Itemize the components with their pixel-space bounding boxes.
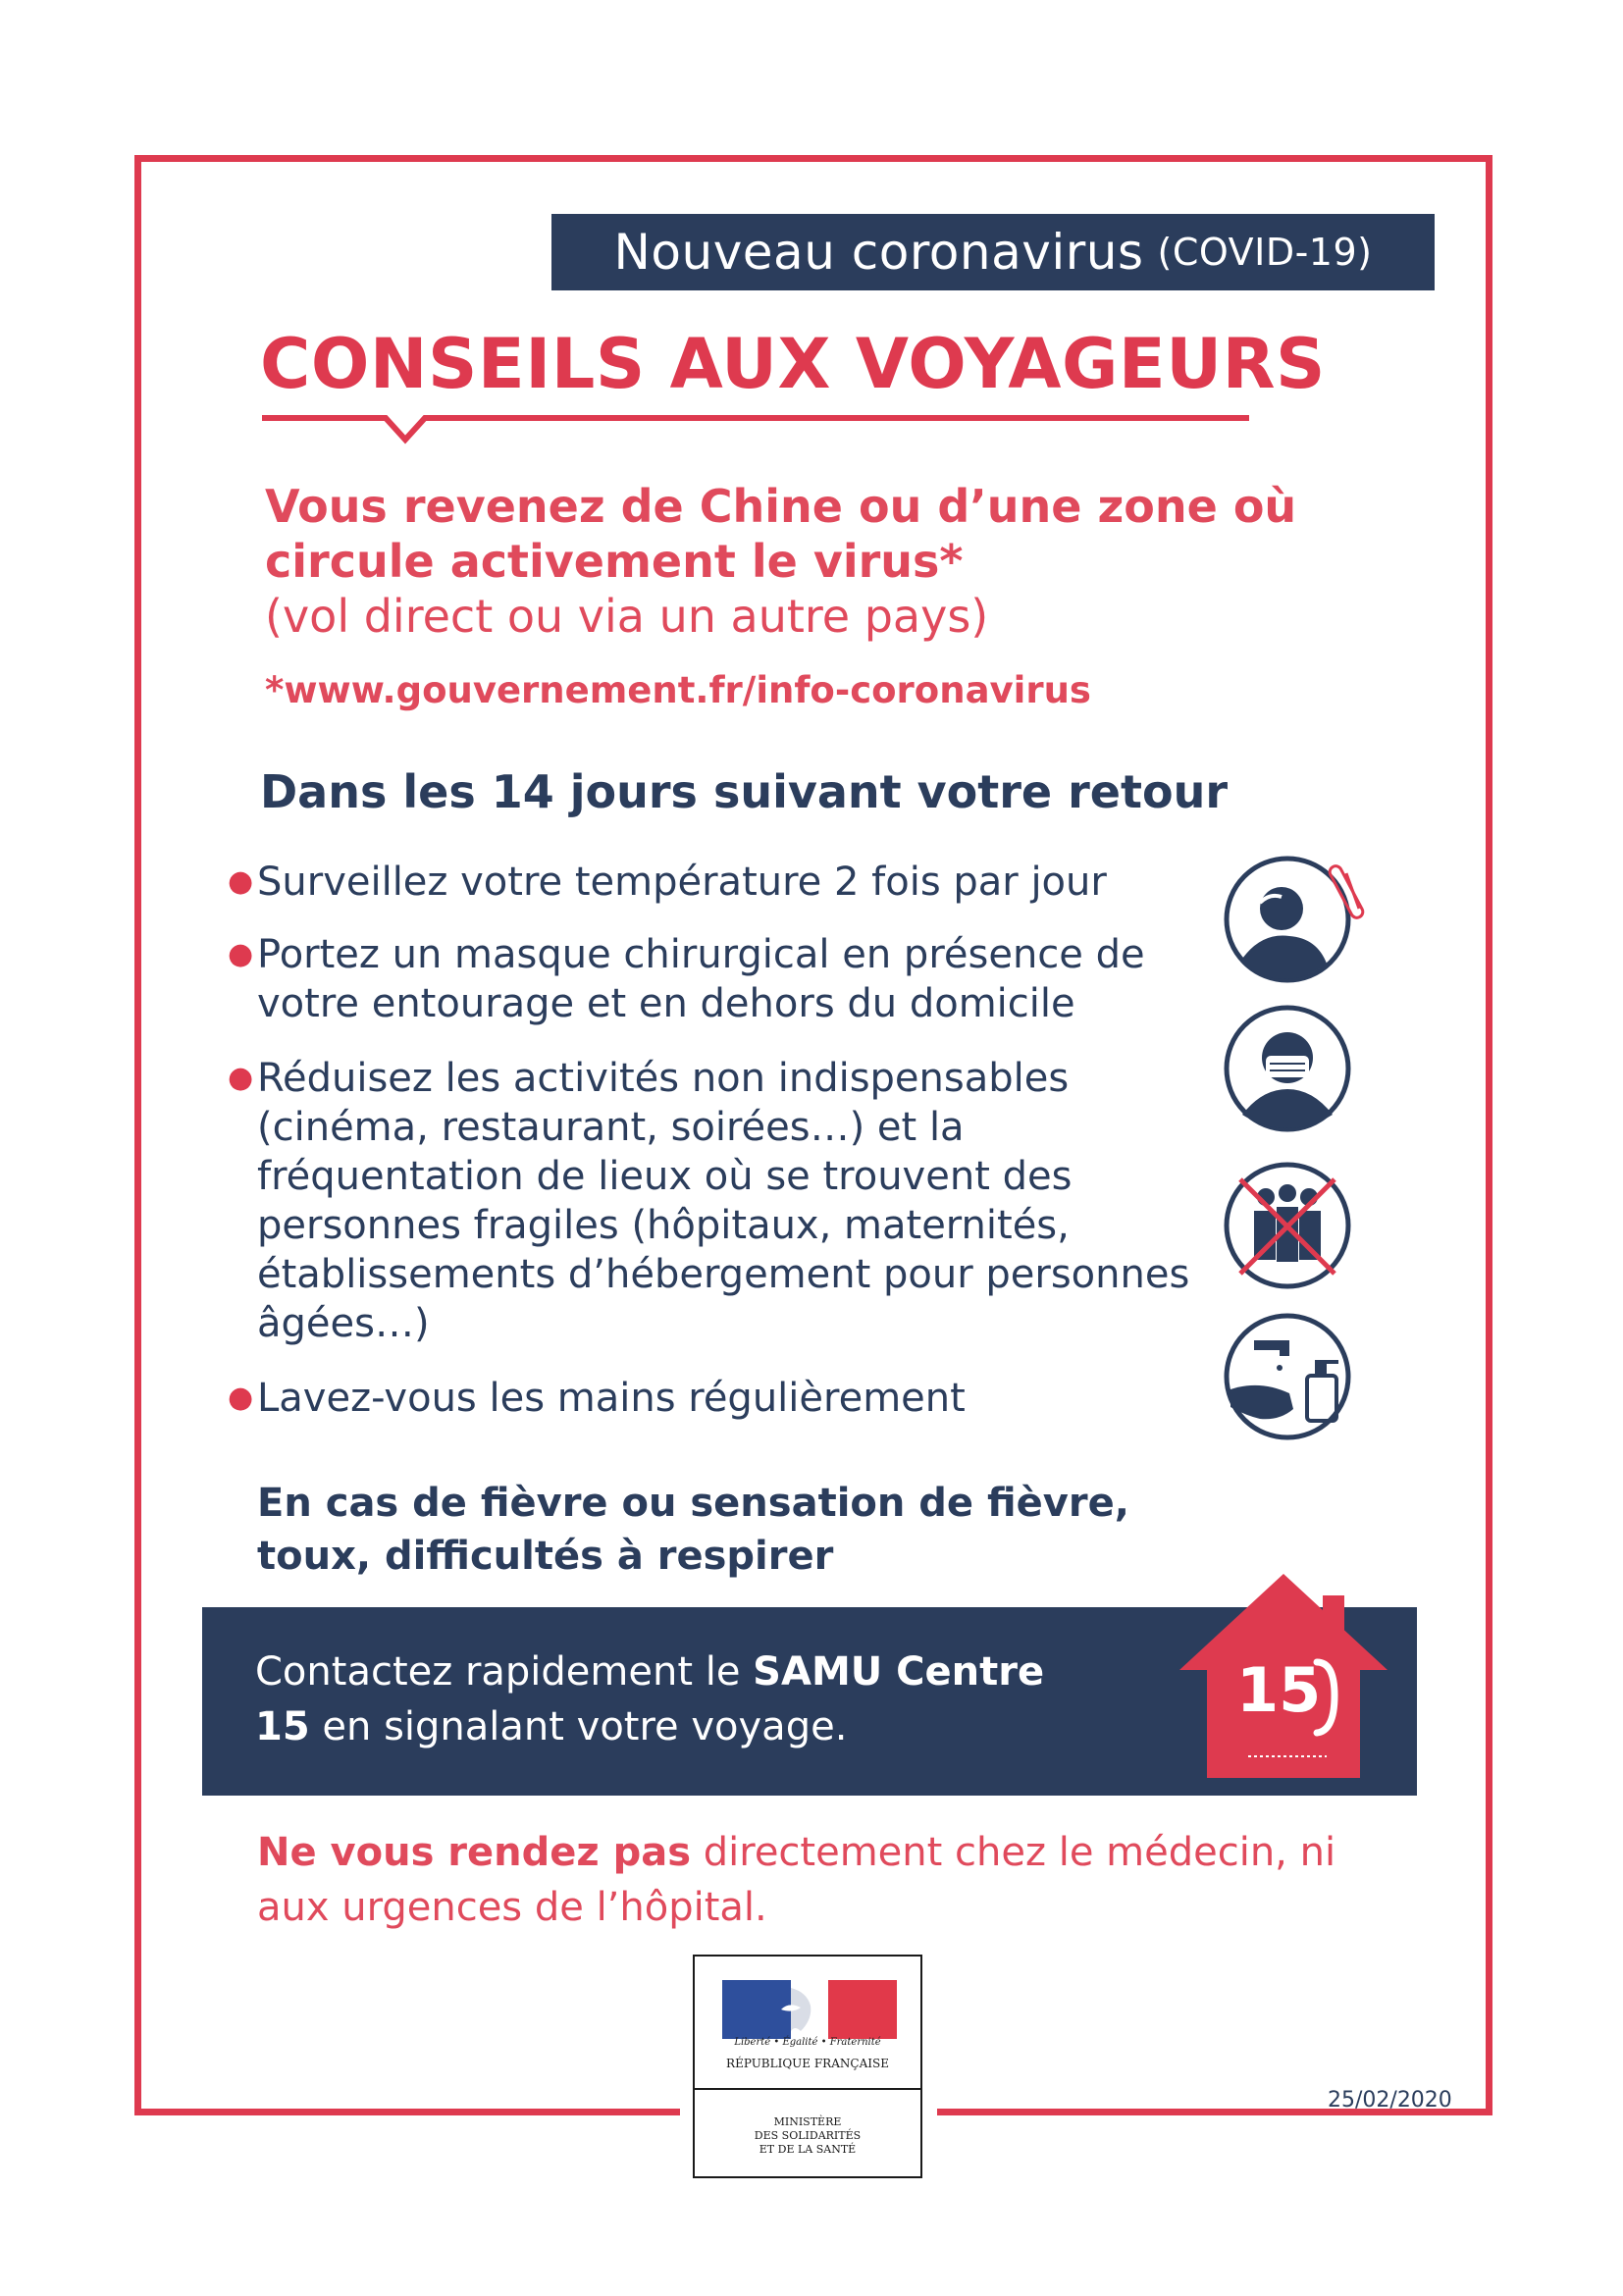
bullet-dot: ● <box>228 1381 254 1415</box>
topic-banner <box>551 214 1435 290</box>
contact-prefix: Contactez rapidement le <box>255 1649 754 1695</box>
doctor-notice <box>257 1825 1336 1935</box>
republic-name: RÉPUBLIQUE FRANÇAISE <box>726 2057 889 2070</box>
section-heading: Dans les 14 jours suivant votre retour <box>260 765 1229 818</box>
bullet-text: Réduisez les activités non indispensables (cinéma, restaurant, soirées…) et la fréquentation de lieux où se trouvent des personnes fragiles (hôpitaux, maternités, établissements d’hébergement pour personnes âgées…) <box>257 1056 1190 1346</box>
ministry-name <box>695 2115 920 2157</box>
notice-rest: directement chez le médecin, ni aux urgences de l’hôpital. <box>257 1830 1336 1930</box>
samu-number: 15 <box>1236 1654 1322 1726</box>
speech-underline <box>260 410 1251 449</box>
list-item <box>228 930 1238 1028</box>
page-title: CONSEILS AUX VOYAGEURS <box>260 324 1326 404</box>
advice-list <box>228 858 1238 1423</box>
list-item <box>228 1374 1238 1423</box>
list-item <box>228 1054 1238 1348</box>
notice-strong: Ne vous rendez pas <box>257 1830 692 1875</box>
thermometer-icon <box>1221 854 1387 985</box>
info-link[interactable]: *www.gouvernement.fr/info-coronavirus <box>265 669 1091 711</box>
ministry-logo <box>693 1955 922 2178</box>
bullet-text: Lavez-vous les mains régulièrement <box>257 1376 966 1421</box>
republic-motto: Liberté • Égalité • Fraternité <box>734 2037 881 2048</box>
publication-date: 25/02/2020 <box>1328 2088 1452 2113</box>
intro-line-3: (vol direct ou via un autre pays) <box>265 590 989 643</box>
intro-text <box>265 479 1364 644</box>
topic-code: (COVID-19) <box>1157 231 1373 274</box>
samu-15-house-icon <box>1178 1568 1389 1784</box>
contact-suffix: en signalant votre voyage. <box>309 1704 848 1749</box>
symptoms-warning: En cas de fièvre ou sensation de fièvre, toux, difficultés à respirer <box>257 1481 1129 1579</box>
ministry-line-2: DES SOLIDARITÉS <box>754 2129 862 2142</box>
intro-line-1: Vous revenez de Chine ou d’une zone où <box>265 480 1297 533</box>
bullet-dot: ● <box>228 937 254 971</box>
handwashing-icon <box>1221 1311 1358 1442</box>
marianne-flag-icon <box>722 1980 897 2039</box>
bullet-text: Portez un masque chirurgical en présence de votre entourage et en dehors du domicile <box>257 932 1145 1026</box>
samu-label: SAMU Centre 15 <box>255 1649 1045 1749</box>
contact-text <box>255 1644 1089 1754</box>
no-crowd-icon <box>1221 1160 1358 1291</box>
surgical-mask-icon <box>1221 1003 1358 1134</box>
bullet-dot: ● <box>228 864 254 899</box>
bullet-text: Surveillez votre température 2 fois par jour <box>257 860 1107 905</box>
bullet-dot: ● <box>228 1061 254 1095</box>
ministry-line-1: MINISTÈRE <box>773 2115 842 2128</box>
intro-line-2: circule activement le virus* <box>265 535 964 588</box>
topic-title: Nouveau coronavirus <box>613 224 1144 281</box>
logo-divider <box>695 2088 920 2090</box>
list-item <box>228 858 1238 907</box>
ministry-line-3: ET DE LA SANTÉ <box>759 2143 857 2156</box>
